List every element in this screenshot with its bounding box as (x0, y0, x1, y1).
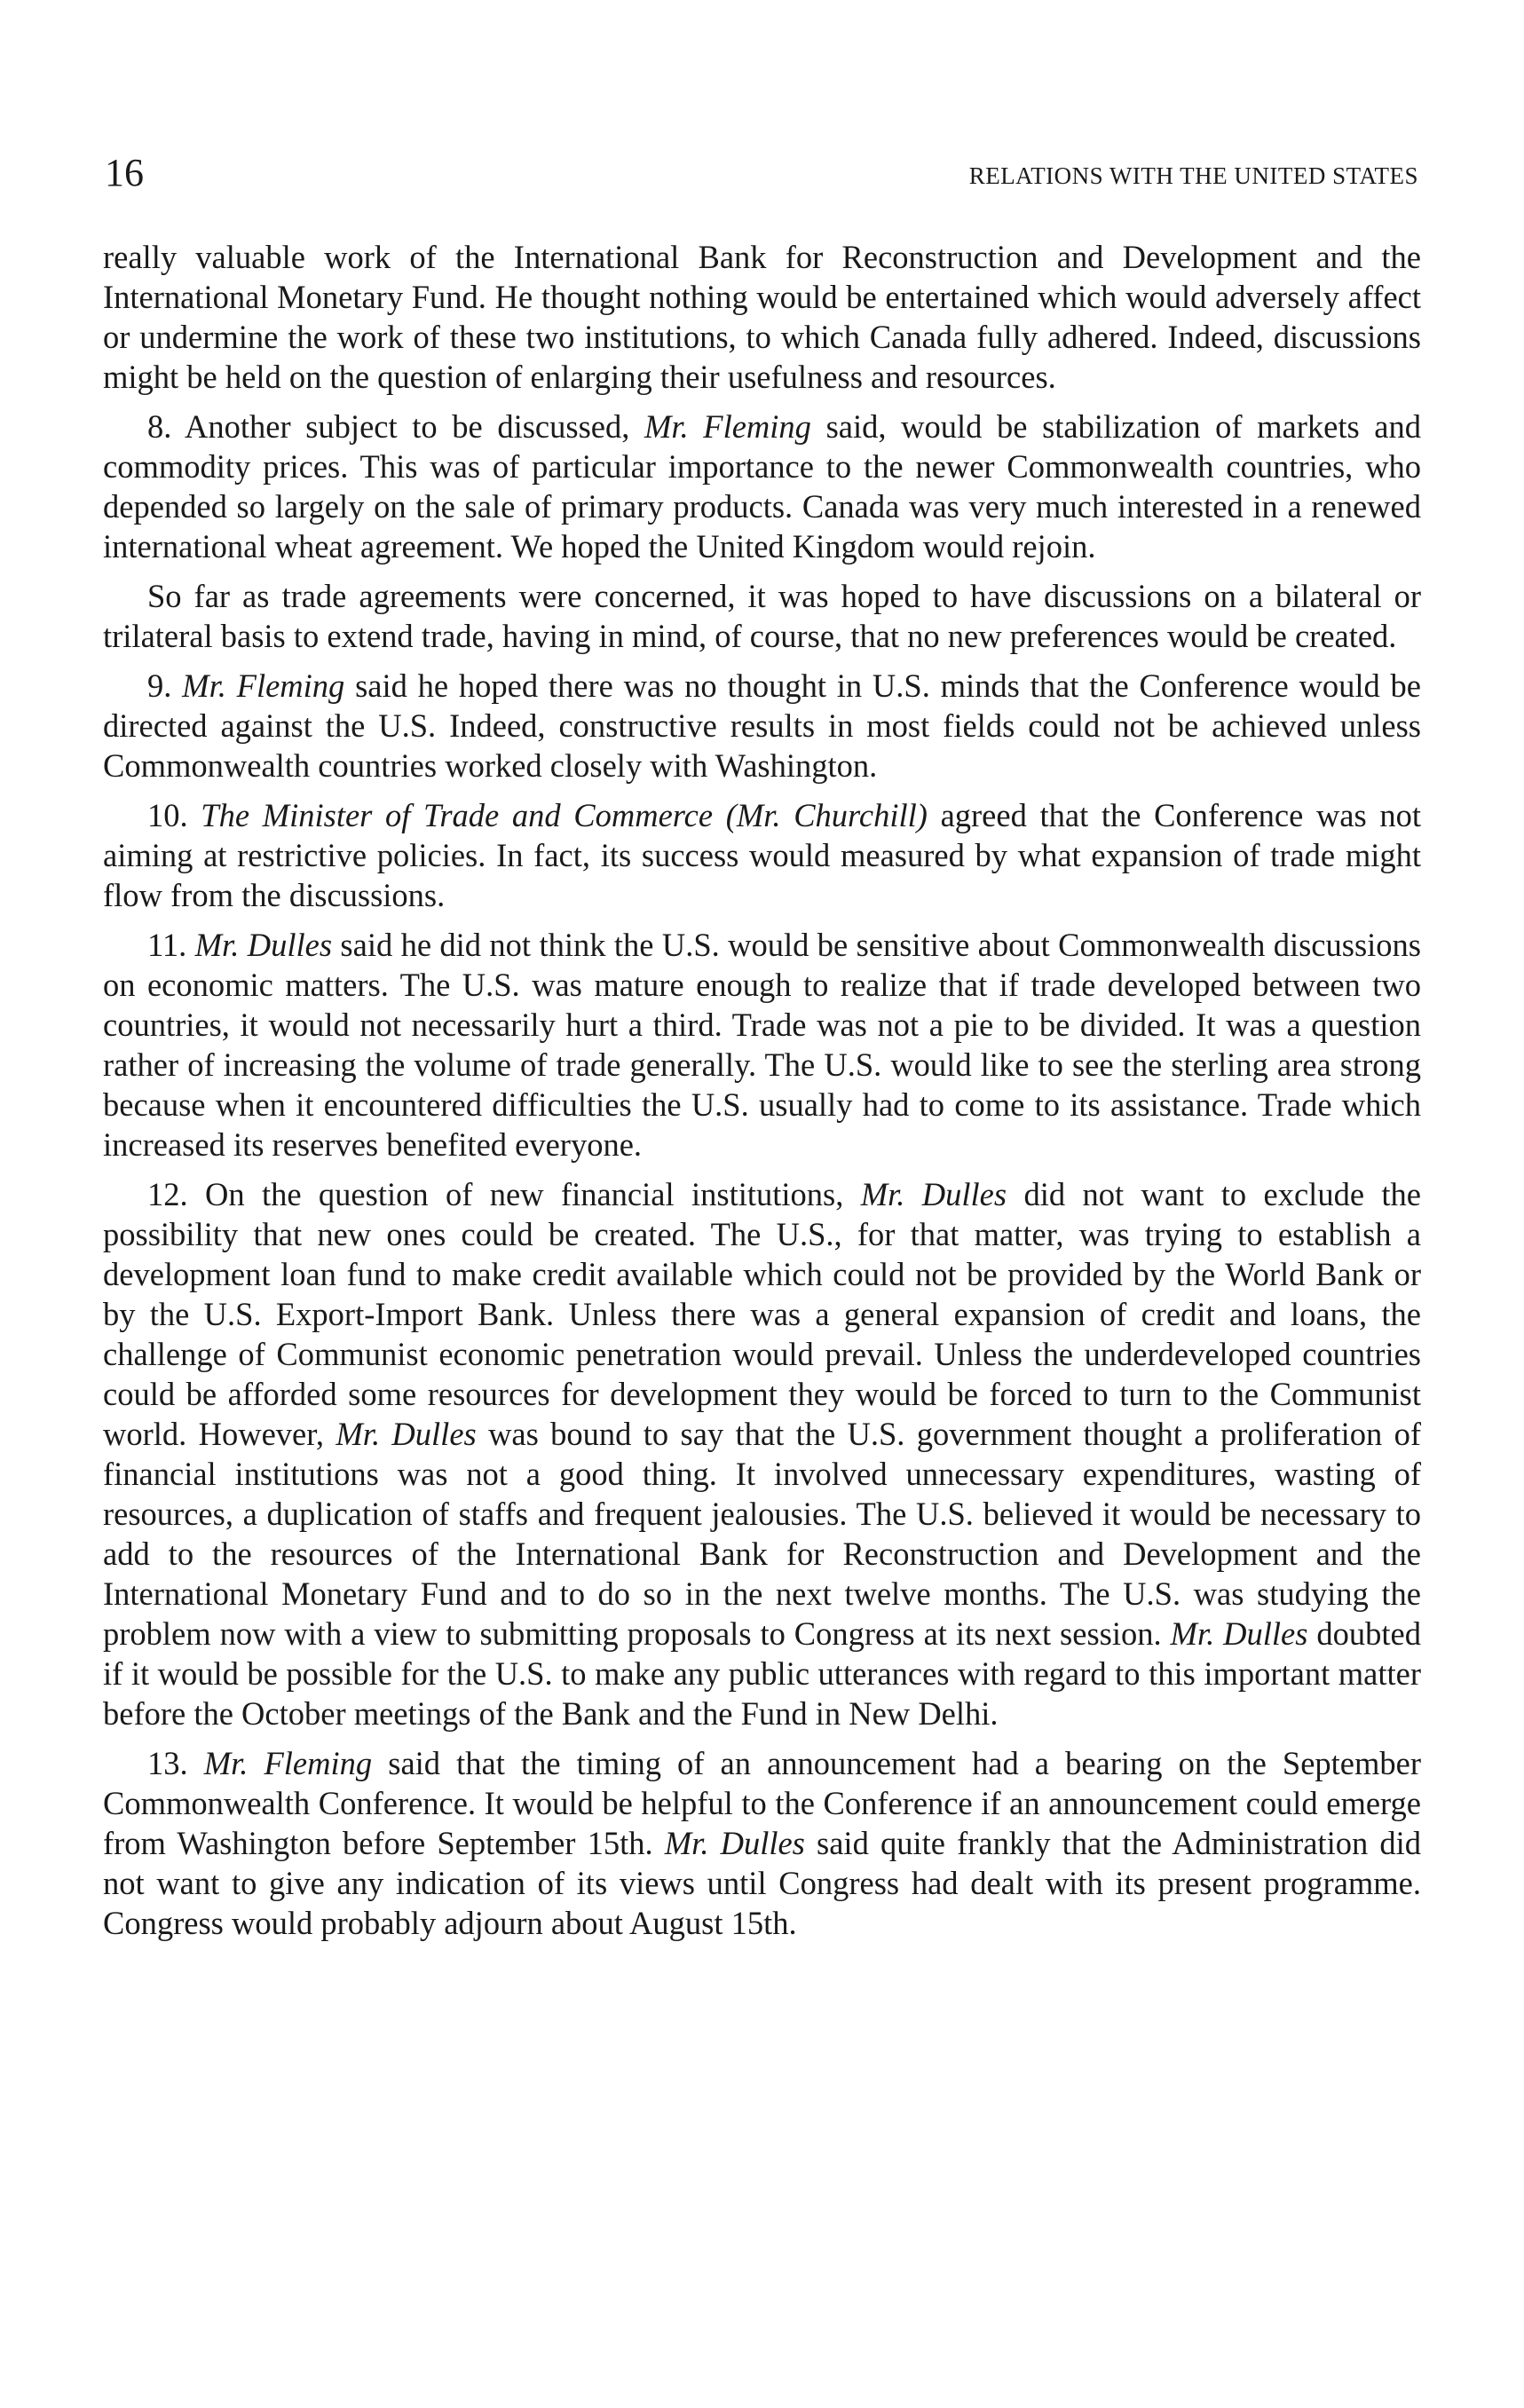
paragraph-8 (103, 407, 1421, 566)
page-header (105, 146, 1418, 200)
text-segment: 13. (147, 1745, 204, 1781)
paragraph-trade-agreements (103, 576, 1421, 656)
speaker-name: Mr. Dulles (194, 927, 333, 963)
page-number: 16 (105, 151, 144, 194)
paragraph-13 (103, 1743, 1421, 1943)
speaker-name: Mr. Fleming (182, 667, 345, 704)
text-segment: said that the timing of an announcement had a bearing on the September Commonwealth Conference. It would be helpful to the Conference if an announcement could emerge from Washington before September 15th. (103, 1745, 1421, 1861)
text-segment: 11. (147, 927, 195, 963)
text-segment: said, would be stabilization of markets and commodity prices. This was of particular importance to the newer Commonwealth countries, who depended so largely on the sale of primary products. Canada was very much interested in a renewed international wheat agreement. We hoped the United Kingdom would rejoin. (103, 408, 1421, 564)
speaker-name: Mr. Dulles (1170, 1615, 1308, 1652)
speaker-name: Mr. Dulles (664, 1825, 805, 1861)
speaker-name: Mr. Fleming (644, 408, 811, 445)
paragraph-10 (103, 795, 1421, 915)
text-segment: So far as trade agreements were concerned, it was hoped to have discussions on a bilateral or trilateral basis to extend trade, having in mind, of course, that no new preferences would be created. (103, 578, 1421, 654)
paragraph-12 (103, 1174, 1421, 1733)
text-segment: 9. (147, 667, 183, 704)
paragraph-continuation (103, 237, 1421, 397)
body-text (103, 237, 1421, 1953)
text-segment: 12. On the question of new financial institutions, (147, 1176, 861, 1212)
text-segment: doubted if it would be possible for the U.S. to make any public utterances with regard to this important matter before the October meetings of the Bank and the Fund in New Delhi. (103, 1615, 1421, 1732)
text-segment: agreed that the Conference was not aiming at restrictive policies. In fact, its success would measured by what expansion of trade might flow from the discussions. (103, 797, 1421, 913)
text-segment: did not want to exclude the possibility that new ones could be created. The U.S., for that matter, was trying to establish a development loan fund to make credit available which could not be provided by the World Bank or by the U.S. Export-Import Bank. Unless there was a general expansion of credit and loans, the challenge of Communist economic penetration would prevail. Unless the underdeveloped countries could be afforded some resources for development they would be forced to turn to the Communist world. However, (103, 1176, 1421, 1452)
text-segment: said he did not think the U.S. would be sensitive about Commonwealth discussions on economic matters. The U.S. was mature enough to realize that if trade developed between two countries, it would not necessarily hurt a third. Trade was not a pie to be divided. It was a question rather of increasing the volume of trade generally. The U.S. would like to see the sterling area strong because when it encountered difficulties the U.S. usually had to come to its assistance. Trade which increased its reserves benefited everyone. (103, 927, 1421, 1163)
speaker-name: Mr. Fleming (203, 1745, 373, 1781)
paragraph-11 (103, 925, 1421, 1165)
speaker-name: Mr. Dulles (860, 1176, 1007, 1212)
text-segment: was bound to say that the U.S. government thought a proliferation of financial institutions was not a good thing. It involved unnecessary expenditures, wasting of resources, a duplication of staffs and frequent jealousies. The U.S. believed it would be necessary to add to the resources of the International Bank for Reconstruction and Development and the International Monetary Fund and to do so in the next twelve months. The U.S. was studying the problem now with a view to submitting proposals to Congress at its next session. (103, 1416, 1422, 1652)
text-segment: said quite frankly that the Administration did not want to give any indication of its views until Congress had dealt with its present programme. Congress would probably adjourn about August 15th. (103, 1825, 1421, 1941)
speaker-name: The Minister of Trade and Commerce (Mr. Churchill) (201, 797, 928, 833)
text-segment: really valuable work of the International Bank for Reconstruction and Development and the International Monetary Fund. He thought nothing would be entertained which would adversely affect or undermine the work of these two institutions, to which Canada fully adhered. Indeed, discussions might be held on the question of enlarging their usefulness and resources. (103, 239, 1421, 395)
text-segment: 8. Another subject to be discussed, (147, 408, 644, 445)
running-head: RELATIONS WITH THE UNITED STATES (968, 162, 1418, 189)
text-segment: said he hoped there was no thought in U.S. minds that the Conference would be directed against the U.S. Indeed, constructive results in most fields could not be achieved unless Commonwealth countries worked closely with Washington. (103, 667, 1422, 784)
paragraph-9 (103, 666, 1421, 786)
text-segment: 10. (147, 797, 201, 833)
speaker-name: Mr. Dulles (336, 1416, 477, 1452)
